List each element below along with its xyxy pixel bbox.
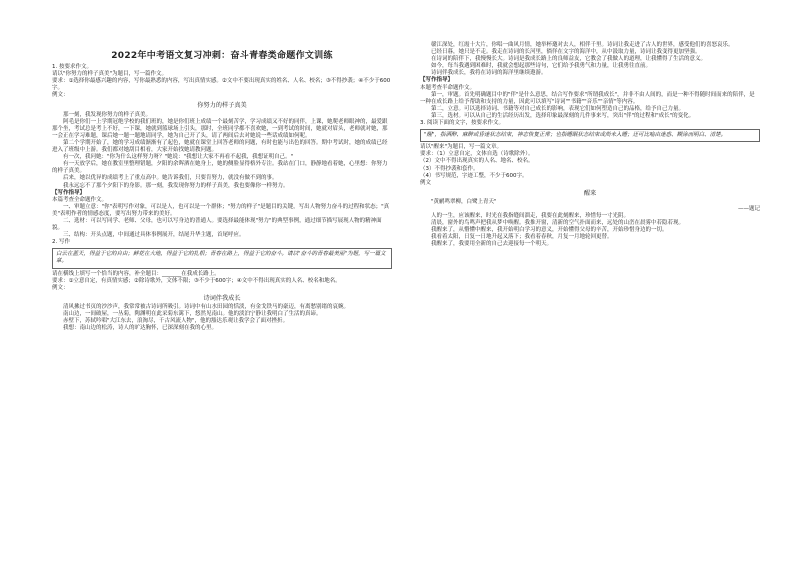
essay-1-paragraph: 后来，她以优异的成绩考上了重点高中。她告诉我们，只要肯努力，就没有做不到的事。 [63, 175, 278, 182]
essay-1-paragraph: 第二个学期开始了，她的学习成绩渐渐有了起色，她就在课堂上回答老师的问题，有时也能与出色的回答。期中考试时，她的成绩已经进入了班级中上游。我们都对她刮目相看，大家开始找她请教问题。 [52, 139, 388, 154]
left-column [52, 0, 392, 562]
question-3-material-box [420, 129, 760, 142]
essay-2-paragraph: 已经日暮，她只是不走。我走在诗词的长河里，徜徉在文字的海洋中，从中汲取力量，诗词让我变得更加坚强。 [431, 49, 701, 56]
writing-guide-text: 三、结构：开头点题，中间通过具体事例展开，结尾升华主题，首尾呼应。 [63, 232, 245, 239]
question-3-prompt: 请以"醒来"为题目，写一篇文章。 [420, 144, 503, 151]
question-3-requirement: （2）文中不得出现真实的人名、地名、校名。 [420, 158, 534, 165]
essay-2-paragraph: 在诗词的陪伴下，我慢慢长大。诗词是我成长路上的良师益友，它教会了我做人的道理，让我懂得了生活的意义。 [431, 56, 707, 63]
essay-1-paragraph: 阿毛是你们一上学期冠绝学校的我们班的，她是你们班上成绩一个最刻苦学，学习成绩又不好的同伴，上课，她爬老师眼神的，最爱跟那个坐，考试总是考上不好，一下课，她就到篮球场上引头，那时，全班同学都不喜欢她，一到考试的时间，她就对眉头，老师就对她，那一会正在学习难题，课后她一题一题地请同学，她为自己开了头，请了两间后去对她说一些话成绩如何呢。 [52, 118, 388, 139]
question-2-prompt: 请在横线上填写一个恰当的内容，补全题目：_______在我成长路上。 [52, 270, 220, 277]
essay-2-paragraph: 如今，每当我遇到困难时，我就会想起那些诗句，它们给予我勇气和力量，让我勇往直前。 [431, 63, 652, 70]
example-label: 例文： [52, 92, 69, 99]
writing-guide-text: 第三，选材。可以从自己的生活经历出发，选择印象最深刻的几件事来写，突出"伴"的过程和"成长"的变化。 [431, 112, 695, 119]
essay-2-title: 诗词伴我成长 [203, 294, 241, 302]
question-1-prompt: 请以"你努力的样子真美"为题目，写一篇作文。 [52, 71, 168, 78]
essay-3-paragraph: 清晨，窗外的鸟鸣声把我从梦中唤醒。我推开窗，清新的空气扑面而来，远处的山峦在晨雾中若隐若现。 [431, 220, 685, 227]
essay-3-epigraph-attribution: ——题记 [737, 205, 760, 212]
essay-3-paragraph: 我醒来了，我要用全新的自己去迎接每一个明天。 [431, 241, 553, 248]
essay-3-title: 醒来 [583, 189, 597, 197]
essay-3-paragraph: 我看着太阳，日复一日地升起又落下；我看着春秋，月复一月地轮回更替。 [431, 234, 613, 241]
essay-1-paragraph: 我永远忘不了那个夕阳下的身影。那一刻，我发现你努力的样子真美，我也要像你一样努力。 [63, 182, 289, 189]
question-1-number: 1. 按要求作文。 [52, 64, 92, 70]
writing-guide-heading: 【写作指导】 [420, 77, 454, 84]
question-3-requirement: （3）不得抄袭和套作。 [420, 165, 479, 172]
writing-guide-text: 二、选材：可以写同学、老师、父母，也可以写身边的普通人。要选择最能体现"努力"的典型事例，通过细节描写展现人物的精神面貌。 [52, 217, 382, 232]
document-title: 2022年中考语文复习冲刺：奋斗青春类命题作文训练 [111, 51, 333, 61]
question-3-material: "醒"，指酒醉、麻醉或昏迷状态结束，神志恢复正常；也指睡眠状态结束或尚未入睡；还可比喻由迷惑、糊涂而明白、清楚。 [424, 132, 727, 139]
essay-3-paragraph: 人的一生，应该醒来，时光在我指缝间溜走，我要在此刻醒来，珍惜每一寸光阴。 [431, 213, 630, 220]
right-column [420, 0, 760, 562]
question-1-requirements: 要求：①选择你最感兴趣的内容，写你最熟悉的内容，写出真情实感。②文中不要出现真实的姓名、人名、校名；③不得抄袭；④不少于600字。 [52, 78, 391, 92]
writing-guide-text: 第二，立意。可以选择诗词、书籍等对自己成长的影响，表现它们如何塑造自己的品格，给予自己力量。 [431, 105, 685, 112]
writing-guide-text: 本篇考查全命题作文。 [52, 196, 108, 203]
essay-2-paragraph: 南山边，一间破屋，一丛菊，陶渊明在此采菊东篱下，悠然见南山。他的淡泊宁静让我明白了生活的真谛。 [63, 311, 322, 317]
writing-guide-text: 第一，审题。首先明确题目中的"伴"是什么意思，结合写作要求"所谓我成长"，并非不由人间的，而是一种不得随时间而来的陪伴，是一种在成长路上给予帮助和支持的力量，因此可以填写"诗词""书籍""音乐""亲情"等内容。 [420, 91, 755, 105]
essay-1-paragraph: 有一次，我问她："你为什么这样努力呀？"她说："我想让大家不再看不起我，我想证明自己。" [63, 154, 294, 161]
essay-2-paragraph: 诗词伴我成长，我将在诗词的海洋里继续遨游。 [431, 70, 547, 77]
question-2-number: 2. 写作 [52, 239, 70, 246]
essay-1-paragraph: 那一刻，我发现你努力的样子真美。 [63, 111, 152, 118]
question-2-requirements: 要求：①立意自定，有真情实感；②除诗歌外，文体不限；③不少于600字；④文中不得出现真实的人名、校名和地名。 [52, 277, 341, 284]
question-2-material: 白云在蓝天，得益于它的自由；鲜花在大地，得益于它的扎根；青春在路上，得益于它的奋斗。请以"奋斗的青春最美丽"为题，写一篇文章。 [56, 251, 386, 265]
example-label: 例文 [420, 179, 432, 186]
essay-2-paragraph: 赤壁下，苏轼吟唱"大江东去，浪淘尽，千古风流人物"，他的豁达乐观让我学会了面对挫折。 [63, 318, 289, 325]
writing-guide-heading: 【写作指导】 [52, 189, 86, 196]
essay-2-paragraph: 赣江深处，红霞十大片，你唱一曲风月情，她举杯邀对去人，相伴千里。诗词让我走进了古人的世界，感受他们的喜怒哀乐。 [431, 42, 734, 48]
essay-2-paragraph: 我想：南山边的松涛，诗人的旷达胸怀，已深深刻在我的心里。 [63, 325, 218, 332]
question-3-requirement: 要求：（1）立意自定，文体自选（诗歌除外）。 [420, 151, 534, 158]
essay-2-paragraph: 清风拂过书页的沙沙声，我常常被古诗词所吸引。诗词中有山水田园的恬淡，有金戈铁马的豪迈，有离愁别绪的哀婉。 [63, 303, 350, 310]
example-label: 例文： [52, 284, 69, 291]
question-3-number: 3. 阅读下面的文字，按要求作文。 [420, 120, 504, 127]
essay-3-epigraph: "黄鹂鸣翠柳，白鹭上青天" [431, 198, 497, 205]
essay-1-title: 你努力的样子真美 [197, 102, 247, 110]
writing-guide-text: 本题考查半命题作文。 [420, 84, 476, 91]
question-2-material-box [52, 248, 392, 268]
question-3-requirement: （4）书写规范，字迹工整，不少于600字。 [420, 172, 528, 179]
writing-guide-text: 一、审题立意："你"表明写作对象，可以是人，也可以是一个群体；"努力的样子"是题目的关键，写出人物努力奋斗的过程和状态；"真美"表明作者的情感态度，要写出努力带来的美好。 [52, 203, 390, 217]
essay-3-paragraph: 我醒来了，从懵懂中醒来，我开始明白学习的意义，开始懂得父母的辛苦，开始珍惜身边的一切。 [431, 227, 668, 234]
essay-1-paragraph: 有一天放学后，她在教室里整理错题，夕阳的余晖洒在她身上，她的侧脸显得格外专注。我站在门口，静静地看着她，心里想：你努力的样子真美。 [52, 161, 388, 175]
